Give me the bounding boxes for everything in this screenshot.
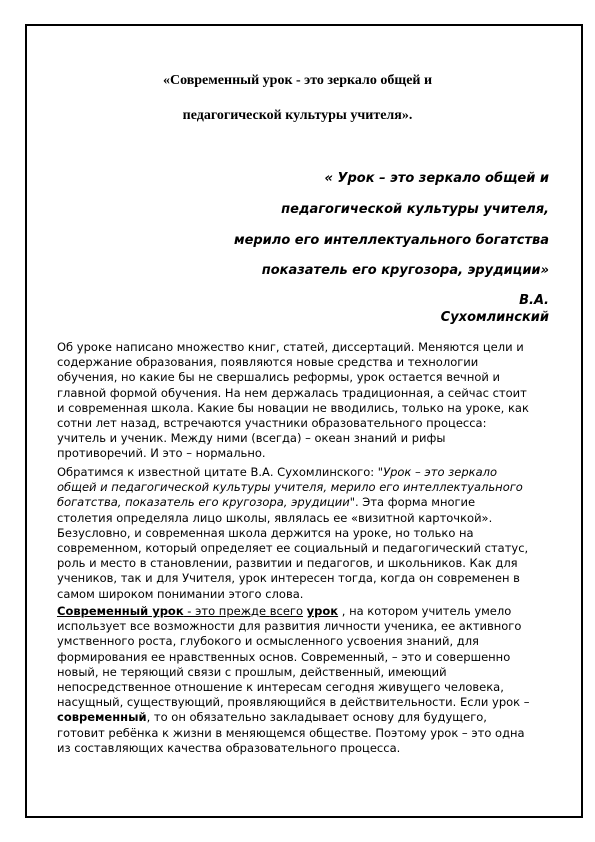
text-line: сотни лет назад, встречаются участники образовательного процесса: xyxy=(57,416,487,431)
text-line xyxy=(57,710,557,725)
text-run: , то он обязательно закладывает основу для будущего, xyxy=(146,710,487,725)
quote-text: общей и педагогической культуры учителя, мерило его интеллектуального xyxy=(57,480,523,495)
text-run: , на котором учитель умело xyxy=(338,604,512,618)
paragraph-3 xyxy=(57,604,557,756)
text-line: самом широком понимании этого слова. xyxy=(57,586,304,601)
epigraph-author-name: Сухомлинский xyxy=(440,310,549,325)
document-title-line-2: педагогической культуры учителя». xyxy=(182,108,413,123)
term-bold: современный xyxy=(57,710,147,725)
text-line: роль и место в становлении, развитии и педагогов, и школьников. Как для xyxy=(57,556,518,571)
text-line xyxy=(57,495,557,510)
text-line: современном, который определяет ее социальный и педагогический статус, xyxy=(57,541,529,556)
document-title-line-1: «Современный урок - это зеркало общей и xyxy=(162,73,433,88)
term-highlight: Современный урок xyxy=(57,604,184,618)
text-line: учеников, так и для Учителя, урок интересен тогда, когда он современен в xyxy=(57,571,520,586)
text-line: содержание образования, появляются новые средства и технологии xyxy=(57,355,479,370)
text-run: - это прежде xyxy=(183,604,270,618)
text-run: . Эта форма многие xyxy=(355,495,476,510)
text-line: непосредственное отношение к интересам сегодня живущего человека, xyxy=(57,680,504,695)
text-line xyxy=(57,604,557,619)
quote-text: богатства, показатель его кругозора, эрудиции" xyxy=(57,495,355,510)
epigraph-line-4: показатель его кругозора, эрудиции» xyxy=(261,263,549,278)
text-line: насущный, существующий, проявляющийся в действительности. Если урок – xyxy=(57,695,530,710)
text-line: формирования ее нравственных основ. Современный, – это и совершенно xyxy=(57,649,511,664)
epigraph-line-1: « Урок – это зеркало общей и xyxy=(324,171,549,186)
text-line: новый, не теряющий связи с прошлым, действенный, имеющий xyxy=(57,664,447,679)
epigraph-author-initials: В.А. xyxy=(519,293,549,308)
epigraph-line-2: педагогической культуры учителя, xyxy=(281,202,549,217)
text-line: обучения, но какие бы не свершались реформы, урок остается вечной и xyxy=(57,370,501,385)
paragraph-1 xyxy=(57,340,557,462)
epigraph-line-3: мерило его интеллектуального богатства xyxy=(233,233,549,248)
text-line: противоречий. И это – нормально. xyxy=(57,446,266,461)
term-highlight: урок xyxy=(306,604,339,618)
text-line: главной формой обучения. На нем держалась традиционная, а сейчас стоит xyxy=(57,385,527,400)
text-line: столетия определяла лицо школы, являлась ее «визитной карточкой». xyxy=(57,510,493,525)
text-line: Об уроке написано множество книг, статей, диссертаций. Меняются цели и xyxy=(57,340,524,354)
text-run: всего xyxy=(269,604,304,618)
quote-text: "Урок – это зеркало xyxy=(377,465,498,479)
text-line: учитель и ученик. Между ними (всегда) – океан знаний и рифы xyxy=(57,431,446,446)
text-line: умственного роста, глубокого и осмысленного усвоения знаний, для xyxy=(57,634,479,649)
text-run: Обратимся к известной цитате В.А. Сухомлинского: xyxy=(57,465,378,479)
text-line xyxy=(57,465,557,480)
text-line: использует все возможности для развития личности ученика, ее активного xyxy=(57,619,522,634)
text-line: из составляющих качества образовательного процесса. xyxy=(57,740,401,755)
text-line: и современная школа. Какие бы новации не вводились, только на уроке, как xyxy=(57,400,529,415)
text-line: готовит ребёнка к жизни в меняющемся обществе. Поэтому урок – это одна xyxy=(57,725,525,740)
paragraph-2 xyxy=(57,465,557,602)
text-line: Безусловно, и современная школа держится на уроке, но только на xyxy=(57,525,474,540)
